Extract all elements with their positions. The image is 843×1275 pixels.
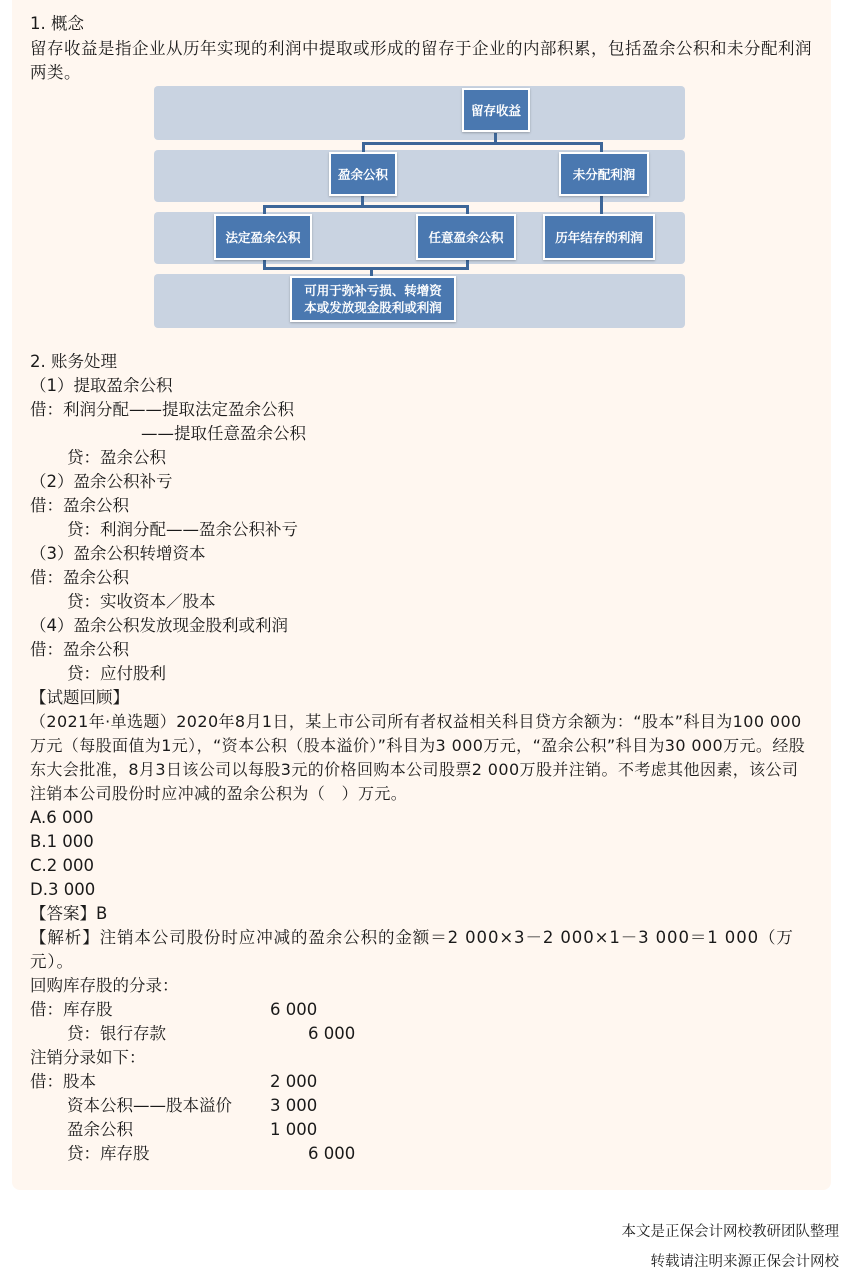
section1-heading: 1. 概念 bbox=[30, 14, 84, 33]
usage-line-1: 可用于弥补亏损、转增资 bbox=[304, 283, 442, 298]
entry-line: 贷：实收资本／股本 bbox=[67, 592, 216, 611]
cancel-line-amount: 2 000 bbox=[270, 1072, 318, 1091]
node-discretionary-reserve: 任意盈余公积 bbox=[416, 214, 516, 260]
entry-line: ——提取任意盈余公积 bbox=[141, 424, 306, 443]
connector bbox=[362, 142, 602, 145]
option-a: A.6 000 bbox=[30, 808, 94, 827]
review-heading: 【试题回顾】 bbox=[30, 688, 129, 707]
node-surplus-reserve: 盈余公积 bbox=[329, 152, 397, 196]
connector bbox=[263, 267, 469, 270]
answer: 【答案】B bbox=[30, 904, 108, 923]
cancel-line-label: 借：股本 bbox=[30, 1072, 96, 1091]
connector bbox=[263, 205, 469, 208]
option-c: C.2 000 bbox=[30, 856, 95, 875]
review-question: （2021年·单选题）2020年8月1日，某上市公司所有者权益相关科目贷方余额为：“股本”科目为100 000万元（每股面值为1元），“资本公积（股本溢价）”科目为3 000万元，“盈余公积”科目为30 000万元。经股东大会批准，8月3日该公司以每股3元的价格回购本公司股票2 000万股并注销。不考虑其他因素，该公司注销本公司股份时应冲减的盈余公积为（ ）万元。 bbox=[30, 712, 806, 803]
entry-line: 贷：应付股利 bbox=[67, 664, 166, 683]
entry-line: 借：盈余公积 bbox=[30, 640, 129, 659]
cancel-line-label: 资本公积——股本溢价 bbox=[67, 1096, 232, 1115]
entry-line: 借：利润分配——提取法定盈余公积 bbox=[30, 400, 294, 419]
repurchase-credit-label: 贷：银行存款 bbox=[67, 1024, 166, 1043]
footer-source-note: 本文是正保会计网校教研团队整理 bbox=[621, 1224, 839, 1240]
cancel-line-amount: 3 000 bbox=[270, 1096, 318, 1115]
usage-line-2: 本或发放现金股利或利润 bbox=[304, 300, 442, 315]
entry-line: （2）盈余公积补亏 bbox=[30, 472, 173, 491]
repurchase-credit-amount: 6 000 bbox=[308, 1024, 356, 1043]
entry-line: 贷：盈余公积 bbox=[67, 448, 166, 467]
repurchase-debit-label: 借：库存股 bbox=[30, 1000, 113, 1019]
cancel-title: 注销分录如下： bbox=[30, 1048, 146, 1067]
cancel-line-amount: 1 000 bbox=[270, 1120, 318, 1139]
option-d: D.3 000 bbox=[30, 880, 96, 899]
entry-line: 借：盈余公积 bbox=[30, 568, 129, 587]
node-retained-earnings: 留存收益 bbox=[462, 88, 530, 132]
entry-line: （4）盈余公积发放现金股利或利润 bbox=[30, 616, 288, 635]
node-usage bbox=[290, 276, 456, 322]
cancel-line-label: 盈余公积 bbox=[67, 1120, 133, 1139]
section2-heading: 2. 账务处理 bbox=[30, 352, 117, 371]
node-undistributed-profit: 未分配利润 bbox=[559, 152, 649, 196]
node-accumulated-profit: 历年结存的利润 bbox=[543, 214, 655, 260]
node-statutory-reserve: 法定盈余公积 bbox=[214, 214, 312, 260]
analysis: 【解析】注销本公司股份时应冲减的盈余公积的金额＝2 000×3－2 000×1－3 000＝1 000（万元）。 bbox=[30, 928, 794, 971]
repurchase-debit-amount: 6 000 bbox=[270, 1000, 318, 1019]
entry-line: 借：盈余公积 bbox=[30, 496, 129, 515]
option-b: B.1 000 bbox=[30, 832, 94, 851]
repurchase-title: 回购库存股的分录： bbox=[30, 976, 179, 995]
diagram-band-1 bbox=[154, 86, 685, 140]
entry-line: （1）提取盈余公积 bbox=[30, 376, 173, 395]
entry-line: （3）盈余公积转增资本 bbox=[30, 544, 206, 563]
retained-earnings-diagram bbox=[154, 86, 685, 328]
cancel-line-label: 贷：库存股 bbox=[67, 1144, 150, 1163]
section1-text: 留存收益是指企业从历年实现的利润中提取或形成的留存于企业的内部积累，包括盈余公积和未分配利润两类。 bbox=[30, 39, 812, 82]
cancel-line-amount: 6 000 bbox=[308, 1144, 356, 1163]
footer-reprint-note: 转载请注明来源正保会计网校 bbox=[650, 1254, 839, 1270]
entry-line: 贷：利润分配——盈余公积补亏 bbox=[67, 520, 298, 539]
